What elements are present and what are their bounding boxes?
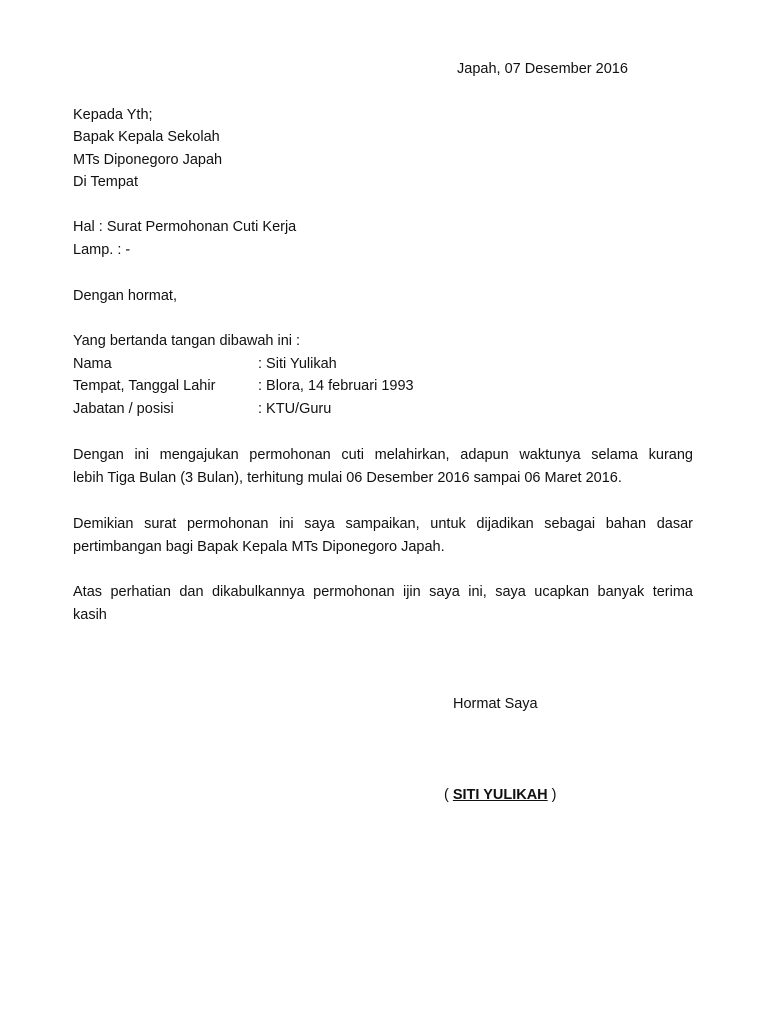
signature-block (444, 786, 557, 804)
paragraph-thanks-line-2: kasih (73, 606, 107, 623)
subject-line: Hal : Surat Permohonan Cuti Kerja (73, 219, 297, 235)
greeting: Dengan hormat, (73, 288, 177, 304)
paragraph-closing-line-1: Demikian surat permohonan ini saya sampaikan, untuk dijadikan sebagai bahan dasar (73, 516, 693, 532)
identity-label-birth: Tempat, Tanggal Lahir (73, 378, 216, 394)
identity-label-position: Jabatan / posisi (73, 401, 174, 417)
recipient-salutation: Kepada Yth; (73, 107, 153, 123)
letter-date: Japah, 07 Desember 2016 (457, 61, 628, 77)
paragraph-thanks-line-1: Atas perhatian dan dikabulkannya permohonan ijin saya ini, saya ucapkan banyak terima (73, 584, 693, 600)
signature-open-paren: ( (444, 787, 453, 803)
paragraph-request (73, 444, 693, 489)
identity-value-position: : KTU/Guru (258, 401, 332, 417)
paragraph-closing-line-2: pertimbangan bagi Bapak Kepala MTs Diponegoro Japah. (73, 538, 445, 555)
identity-value-name: : Siti Yulikah (258, 356, 337, 372)
paragraph-thanks (73, 581, 693, 626)
intro-line: Yang bertanda tangan dibawah ini : (73, 333, 301, 349)
signature-name: SITI YULIKAH (452, 787, 548, 803)
identity-label-name: Nama (73, 356, 112, 372)
recipient-institution: MTs Diponegoro Japah (73, 152, 223, 168)
identity-value-birth: : Blora, 14 februari 1993 (258, 378, 414, 394)
recipient-location: Di Tempat (73, 174, 139, 190)
signature-close-paren: ) (547, 787, 557, 803)
recipient-title: Bapak Kepala Sekolah (73, 129, 220, 145)
paragraph-closing-statement (73, 513, 693, 558)
paragraph-request-line-2: lebih Tiga Bulan (3 Bulan), terhitung mulai 06 Desember 2016 sampai 06 Maret 2016. (73, 469, 622, 486)
attachment-line: Lamp. : - (73, 242, 131, 258)
paragraph-request-line-1: Dengan ini mengajukan permohonan cuti melahirkan, adapun waktunya selama kurang (73, 447, 693, 463)
closing-phrase: Hormat Saya (453, 696, 538, 712)
